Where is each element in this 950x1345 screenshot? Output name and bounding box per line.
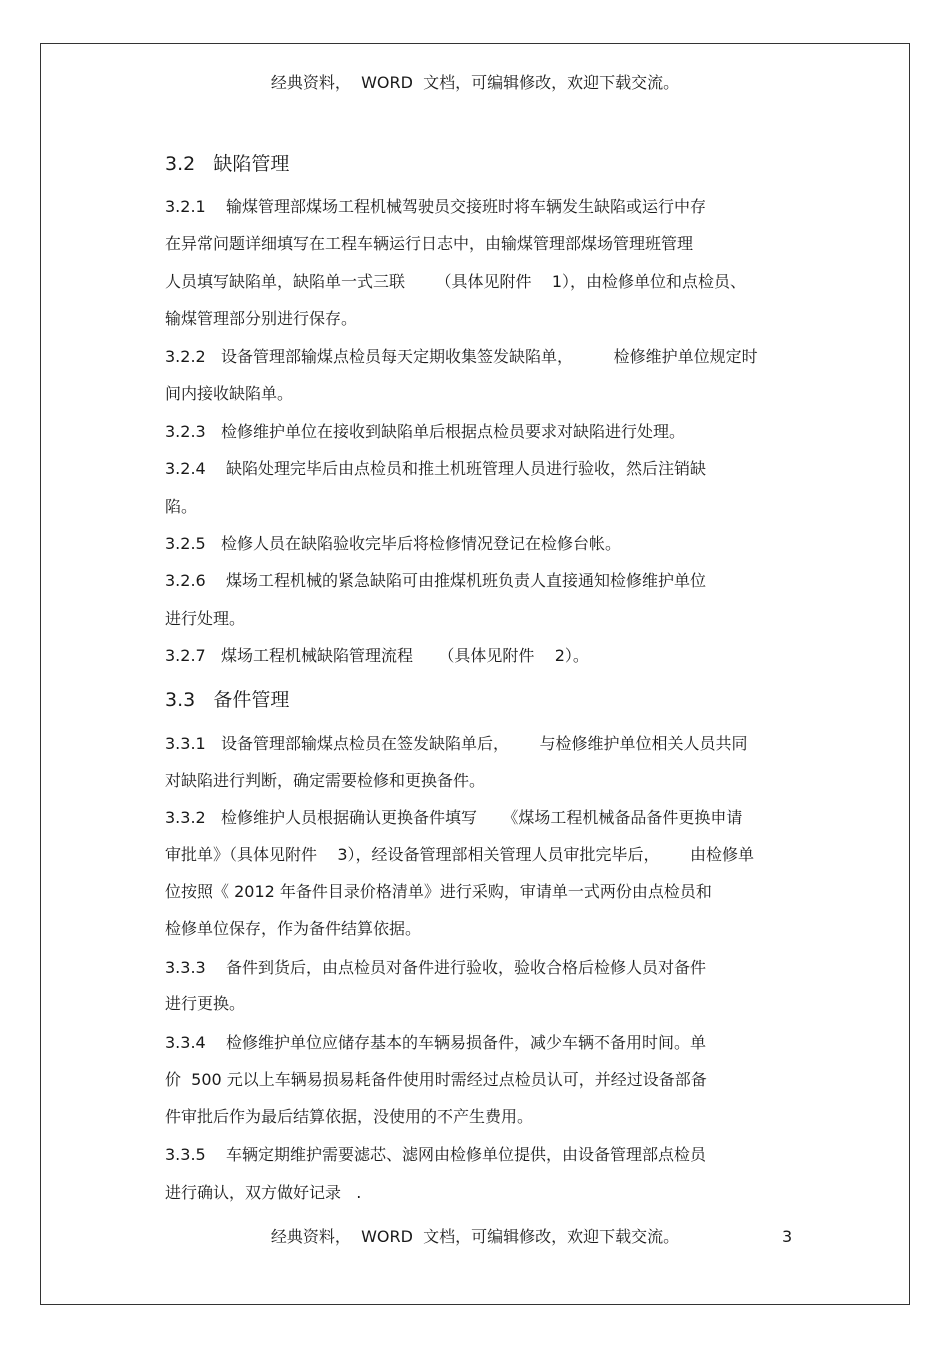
page-footer: 经典资料， WORD 文档，可编辑修改，欢迎下载交流。 (270, 1227, 680, 1246)
text-line: 件审批后作为最后结算依据，没使用的不产生费用。 (165, 1107, 534, 1126)
text-line: 3.3.1 设备管理部输煤点检员在签发缺陷单后， 与检修维护单位相关人员共同 (165, 734, 748, 753)
text-line: 陷。 (165, 497, 198, 516)
text-line: 输煤管理部分别进行保存。 (165, 309, 358, 328)
text-line: 3.2.5 检修人员在缺陷验收完毕后将检修情况登记在检修台帐。 (165, 534, 621, 553)
text-line: 位按照《 2012 年备件目录价格清单》进行采购，审请单一式两份由点检员和 (165, 882, 712, 901)
text-line: 间内接收缺陷单。 (165, 384, 294, 403)
text-line: 3.2.7 煤场工程机械缺陷管理流程 （具体见附件 2）。 (165, 646, 589, 665)
text-line: 检修单位保存，作为备件结算依据。 (165, 919, 422, 938)
text-line: 3.2.3 检修维护单位在接收到缺陷单后根据点检员要求对缺陷进行处理。 (165, 422, 685, 441)
text-line: 价 500 元以上车辆易损易耗备件使用时需经过点检员认可，并经过设备部备 (165, 1070, 707, 1089)
section-heading-3-3: 3.3 备件管理 (165, 689, 290, 711)
text-line: 3.3.2 检修维护人员根据确认更换备件填写 《煤场工程机械备品备件更换申请 (165, 808, 743, 827)
text-line: 3.3.4 检修维护单位应储存基本的车辆易损备件，减少车辆不备用时间。单 (165, 1033, 707, 1052)
text-line: 审批单》（具体见附件 3），经设备管理部相关管理人员审批完毕后， 由检修单 (165, 845, 755, 864)
text-line: 进行更换。 (165, 994, 246, 1013)
text-line: 3.2.2 设备管理部输煤点检员每天定期收集签发缺陷单， 检修维护单位规定时 (165, 347, 758, 366)
text-line: 3.2.4 缺陷处理完毕后由点检员和推土机班管理人员进行验收，然后注销缺 (165, 459, 707, 478)
text-line: 3.3.5 车辆定期维护需要滤芯、滤网由检修单位提供，由设备管理部点检员 (165, 1145, 707, 1164)
text-line: 3.2.1 输煤管理部煤场工程机械驾驶员交接班时将车辆发生缺陷或运行中存 (165, 197, 707, 216)
page-header: 经典资料， WORD 文档，可编辑修改，欢迎下载交流。 (270, 73, 680, 92)
text-line: 3.3.3 备件到货后，由点检员对备件进行验收，验收合格后检修人员对备件 (165, 958, 707, 977)
text-line: 3.2.6 煤场工程机械的紧急缺陷可由推煤机班负责人直接通知检修维护单位 (165, 571, 707, 590)
text-line: 在异常问题详细填写在工程车辆运行日志中，由输煤管理部煤场管理班管理 (165, 234, 694, 253)
section-heading-3-2: 3.2 缺陷管理 (165, 153, 290, 175)
text-line: 人员填写缺陷单，缺陷单一式三联 （具体见附件 1），由检修单位和点检员、 (165, 272, 747, 291)
text-line: 进行确认，双方做好记录 . (165, 1183, 362, 1202)
text-line: 进行处理。 (165, 609, 246, 628)
text-line: 对缺陷进行判断，确定需要检修和更换备件。 (165, 771, 486, 790)
page-number: 3 (782, 1227, 793, 1246)
